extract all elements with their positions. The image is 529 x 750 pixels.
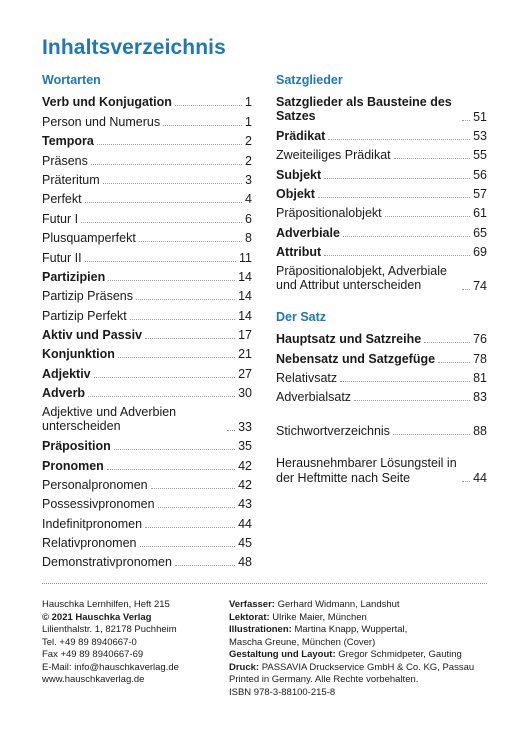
toc-entry[interactable] bbox=[276, 385, 487, 404]
toc-entry-page: 81 bbox=[473, 370, 487, 385]
toc-entry-page: 78 bbox=[473, 351, 487, 366]
toc-list-der-satz bbox=[276, 327, 487, 405]
toc-entry[interactable] bbox=[42, 168, 252, 187]
imprint-line: Fax +49 89 8940667-69 bbox=[42, 649, 144, 660]
dot-leader bbox=[94, 377, 235, 378]
toc-entry[interactable] bbox=[276, 240, 487, 259]
dot-leader bbox=[462, 289, 470, 290]
toc-entry-label: Präposition bbox=[42, 439, 111, 454]
toc-list-satzglieder bbox=[276, 90, 487, 293]
dot-leader bbox=[139, 241, 242, 242]
imprint-line: Lilienthalstr. 1, 82178 Puchheim bbox=[42, 624, 177, 635]
dot-leader bbox=[324, 255, 470, 256]
toc-entry-page: 83 bbox=[473, 390, 487, 405]
credit-line bbox=[229, 687, 489, 700]
dot-leader bbox=[462, 120, 470, 121]
toc-entry-label: Relativsatz bbox=[276, 370, 338, 385]
toc-entry-page: 48 bbox=[238, 555, 252, 570]
dot-leader bbox=[107, 469, 235, 470]
toc-entry[interactable] bbox=[42, 400, 252, 434]
toc-entry[interactable] bbox=[42, 284, 252, 303]
dot-leader bbox=[354, 400, 470, 401]
toc-entry-page: 6 bbox=[245, 211, 252, 226]
credit-value: Mascha Greune, München (Cover) bbox=[229, 636, 376, 648]
imprint-line: Hauschka Lernhilfen, Heft 215 bbox=[42, 599, 170, 610]
toc-entry[interactable] bbox=[42, 361, 252, 380]
toc-entry-label: Partizip Präsens bbox=[42, 289, 134, 304]
toc-entry[interactable] bbox=[42, 90, 252, 109]
credit-line bbox=[229, 649, 489, 662]
spacer bbox=[276, 404, 487, 418]
toc-entry-label: Präpositionalobjekt bbox=[276, 206, 382, 221]
toc-entry[interactable] bbox=[42, 129, 252, 148]
toc-entry-label: Partizipien bbox=[42, 269, 106, 284]
toc-entry-page: 33 bbox=[238, 419, 252, 434]
toc-entry-label: Relativpronomen bbox=[42, 536, 137, 551]
toc-entry[interactable] bbox=[276, 143, 487, 162]
toc-entry-label: Hauptsatz und Satzreihe bbox=[276, 332, 422, 347]
toc-entry[interactable] bbox=[42, 206, 252, 225]
dot-leader bbox=[175, 565, 235, 566]
dot-leader bbox=[438, 362, 470, 363]
toc-entry-page: 43 bbox=[238, 497, 252, 512]
toc-entry-label: Adverb bbox=[42, 386, 86, 401]
toc-entry-page: 56 bbox=[473, 167, 487, 182]
toc-entry-index[interactable] bbox=[276, 418, 487, 437]
toc-entry-page: 3 bbox=[245, 172, 252, 187]
page-title: Inhaltsverzeichnis bbox=[42, 36, 226, 59]
toc-entry[interactable] bbox=[42, 492, 252, 511]
dot-leader bbox=[340, 381, 470, 382]
dot-leader bbox=[158, 507, 236, 508]
toc-entry-page: 30 bbox=[238, 386, 252, 401]
toc-entry[interactable] bbox=[276, 346, 487, 365]
toc-entry-label: Adjektiv bbox=[42, 366, 91, 381]
dot-leader bbox=[324, 178, 470, 179]
toc-entry-solutions[interactable] bbox=[276, 452, 487, 486]
toc-entry-page: 14 bbox=[238, 289, 252, 304]
credit-line bbox=[229, 674, 489, 687]
toc-entry-page: 1 bbox=[245, 114, 252, 129]
toc-entry-page: 88 bbox=[473, 423, 487, 438]
toc-entry-label: Prädikat bbox=[276, 128, 326, 143]
dot-leader bbox=[108, 280, 235, 281]
toc-entry-page: 4 bbox=[245, 192, 252, 207]
credit-value: PASSAVIA Druckservice GmbH & Co. KG, Passau bbox=[259, 661, 475, 673]
toc-entry-label: Perfekt bbox=[42, 192, 82, 207]
credit-value: Ulrike Maier, München bbox=[269, 611, 367, 623]
dot-leader bbox=[88, 396, 235, 397]
credit-line bbox=[229, 637, 489, 650]
dot-leader bbox=[424, 342, 470, 343]
dot-leader bbox=[175, 105, 242, 106]
toc-entry[interactable] bbox=[42, 434, 252, 453]
toc-entry-label: Präteritum bbox=[42, 172, 100, 187]
toc-entry-label: Personalpronomen bbox=[42, 477, 148, 492]
credit-value: Printed in Germany. Alle Rechte vorbehalten. bbox=[229, 674, 419, 685]
toc-entry[interactable] bbox=[42, 245, 252, 264]
imprint-line: www.hauschkaverlag.de bbox=[42, 674, 145, 685]
dot-leader bbox=[140, 546, 236, 547]
toc-entry-page: 53 bbox=[473, 128, 487, 143]
spacer bbox=[276, 293, 487, 307]
toc-entry-label: Verb und Konjugation bbox=[42, 95, 172, 110]
toc-entry[interactable] bbox=[42, 473, 252, 492]
toc-entry[interactable] bbox=[42, 265, 252, 284]
toc-right-column bbox=[276, 70, 487, 485]
toc-entry-page: 35 bbox=[238, 439, 252, 454]
credit-label: Illustrationen: bbox=[229, 624, 292, 635]
toc-entry-page: 76 bbox=[473, 332, 487, 347]
toc-entry-page: 61 bbox=[473, 206, 487, 221]
section-heading-satzglieder: Satzglieder bbox=[276, 73, 343, 87]
toc-entry-label: Person und Numerus bbox=[42, 114, 161, 129]
toc-entry-page: 51 bbox=[473, 109, 487, 124]
toc-entry-label: Indefinitpronomen bbox=[42, 516, 143, 531]
toc-entry-page: 55 bbox=[473, 148, 487, 163]
credit-value: Gregor Schmidpeter, Gauting bbox=[335, 649, 462, 660]
toc-entry-page: 14 bbox=[238, 269, 252, 284]
dot-leader bbox=[85, 261, 236, 262]
toc-entry[interactable] bbox=[42, 148, 252, 167]
dot-leader bbox=[130, 319, 235, 320]
toc-entry[interactable] bbox=[42, 381, 252, 400]
toc-entry-label: Possessivpronomen bbox=[42, 497, 155, 512]
toc-entry-label: Konjunktion bbox=[42, 347, 115, 362]
toc-entry-label: Präpositionalobjekt, Adverbiale und Attribut unterscheiden bbox=[276, 263, 447, 293]
toc-entry[interactable] bbox=[276, 124, 487, 143]
toc-entry[interactable] bbox=[42, 550, 252, 569]
toc-entry-page: 57 bbox=[473, 187, 487, 202]
dot-leader bbox=[343, 236, 470, 237]
dot-leader bbox=[227, 430, 235, 431]
toc-entry-label: Objekt bbox=[276, 187, 315, 202]
toc-entry[interactable] bbox=[276, 366, 487, 385]
toc-entry-label: Attribut bbox=[276, 245, 322, 260]
toc-entry[interactable] bbox=[276, 327, 487, 346]
toc-entry-page: 69 bbox=[473, 245, 487, 260]
toc-entry[interactable] bbox=[276, 90, 487, 124]
toc-entry-label: Präsens bbox=[42, 153, 88, 168]
toc-entry-page: 11 bbox=[239, 250, 252, 265]
toc-entry-page: 44 bbox=[238, 516, 252, 531]
toc-entry-label: Adjektive und Adverbien unterscheiden bbox=[42, 404, 177, 434]
dot-leader bbox=[85, 202, 242, 203]
spacer bbox=[276, 438, 487, 452]
section-heading-der-satz: Der Satz bbox=[276, 309, 327, 324]
toc-entry-page: 21 bbox=[238, 347, 252, 362]
toc-entry-page: 14 bbox=[238, 308, 252, 323]
imprint-publisher bbox=[42, 599, 222, 687]
credit-value: ISBN 978-3-88100-215-8 bbox=[229, 686, 336, 698]
dot-leader bbox=[81, 222, 242, 223]
credit-line bbox=[229, 599, 489, 612]
dot-leader bbox=[97, 144, 242, 145]
toc-entry[interactable] bbox=[276, 259, 487, 293]
credit-value: Gerhard Widmann, Landshut bbox=[274, 599, 400, 610]
toc-entry-label: Partizip Perfekt bbox=[42, 308, 127, 323]
toc-entry[interactable] bbox=[42, 511, 252, 530]
dot-leader bbox=[103, 183, 242, 184]
toc-entry-label: Demonstrativpronomen bbox=[42, 555, 172, 570]
toc-entry-page: 1 bbox=[245, 95, 252, 110]
dot-leader bbox=[394, 158, 470, 159]
toc-entry-label: Plusquamperfekt bbox=[42, 231, 136, 246]
dot-leader bbox=[151, 488, 235, 489]
toc-entry-label: Satzglieder als Bausteine des Satzes bbox=[276, 94, 452, 123]
divider bbox=[42, 583, 487, 584]
imprint-line: E-Mail: info@hauschkaverlag.de bbox=[42, 661, 179, 673]
toc-entry-label: Stichwortverzeichnis bbox=[276, 423, 390, 438]
dot-leader bbox=[118, 357, 235, 358]
toc-entry-page: 74 bbox=[473, 278, 487, 293]
dot-leader bbox=[136, 299, 235, 300]
toc-entry-label: Herausnehmbarer Lösungsteil in der Heftmitte nach Seite bbox=[276, 456, 457, 485]
section-heading-wortarten: Wortarten bbox=[42, 73, 101, 87]
toc-entry[interactable] bbox=[42, 109, 252, 128]
toc-entry-page: 42 bbox=[238, 458, 252, 473]
toc-entry-page: 65 bbox=[473, 225, 487, 240]
toc-entry-label: Pronomen bbox=[42, 458, 104, 473]
dot-leader bbox=[462, 481, 470, 482]
toc-entry-page: 42 bbox=[238, 477, 252, 492]
toc-entry[interactable] bbox=[42, 531, 252, 550]
toc-list-wortarten bbox=[42, 90, 252, 569]
toc-entry-page: 27 bbox=[238, 366, 252, 381]
toc-entry-page: 8 bbox=[245, 231, 252, 246]
credit-value: Martina Knapp, Wuppertal, bbox=[291, 624, 408, 635]
toc-entry-label: Aktiv und Passiv bbox=[42, 328, 143, 343]
imprint-line: © 2021 Hauschka Verlag bbox=[42, 611, 152, 623]
toc-entry-label: Futur I bbox=[42, 211, 79, 226]
dot-leader bbox=[145, 338, 235, 339]
toc-entry[interactable] bbox=[42, 342, 252, 361]
toc-entry-label: Subjekt bbox=[276, 167, 322, 182]
dot-leader bbox=[385, 216, 470, 217]
dot-leader bbox=[91, 164, 242, 165]
credit-line bbox=[229, 624, 489, 637]
credit-label: Lektorat: bbox=[229, 611, 270, 623]
toc-entry-label: Tempora bbox=[42, 134, 94, 149]
toc-entry[interactable] bbox=[42, 187, 252, 206]
credit-line bbox=[229, 612, 489, 625]
toc-entry-page: 2 bbox=[245, 153, 252, 168]
credit-label: Verfasser: bbox=[229, 599, 275, 610]
dot-leader bbox=[328, 139, 470, 140]
imprint-line: Tel. +49 89 8940667-0 bbox=[42, 636, 137, 648]
imprint-credits bbox=[229, 599, 489, 699]
toc-entry[interactable] bbox=[276, 201, 487, 220]
dot-leader bbox=[145, 527, 235, 528]
toc-entry-label: Futur II bbox=[42, 250, 82, 265]
dot-leader bbox=[393, 434, 470, 435]
toc-entry-page: 17 bbox=[238, 328, 252, 343]
dot-leader bbox=[163, 125, 242, 126]
toc-left-column bbox=[42, 70, 252, 569]
toc-entry-label: Nebensatz und Satzgefüge bbox=[276, 351, 436, 366]
toc-entry[interactable] bbox=[42, 323, 252, 342]
toc-entry-page: 45 bbox=[238, 536, 252, 551]
toc-entry[interactable] bbox=[276, 162, 487, 181]
toc-entry[interactable] bbox=[42, 453, 252, 472]
credit-label: Druck: bbox=[229, 661, 260, 673]
toc-entry-label: Adverbiale bbox=[276, 225, 340, 240]
toc-entry-page: 2 bbox=[245, 134, 252, 149]
credit-line bbox=[229, 662, 489, 675]
toc-entry[interactable] bbox=[42, 226, 252, 245]
toc-entry-label: Adverbialsatz bbox=[276, 390, 352, 405]
toc-entry-label: Zweiteiliges Prädikat bbox=[276, 148, 391, 163]
dot-leader bbox=[318, 197, 470, 198]
dot-leader bbox=[114, 449, 235, 450]
toc-entry-page: 44 bbox=[473, 471, 487, 486]
toc-entry[interactable] bbox=[42, 303, 252, 322]
toc-entry[interactable] bbox=[276, 220, 487, 239]
credit-label: Gestaltung und Layout: bbox=[229, 649, 336, 660]
toc-entry[interactable] bbox=[276, 182, 487, 201]
